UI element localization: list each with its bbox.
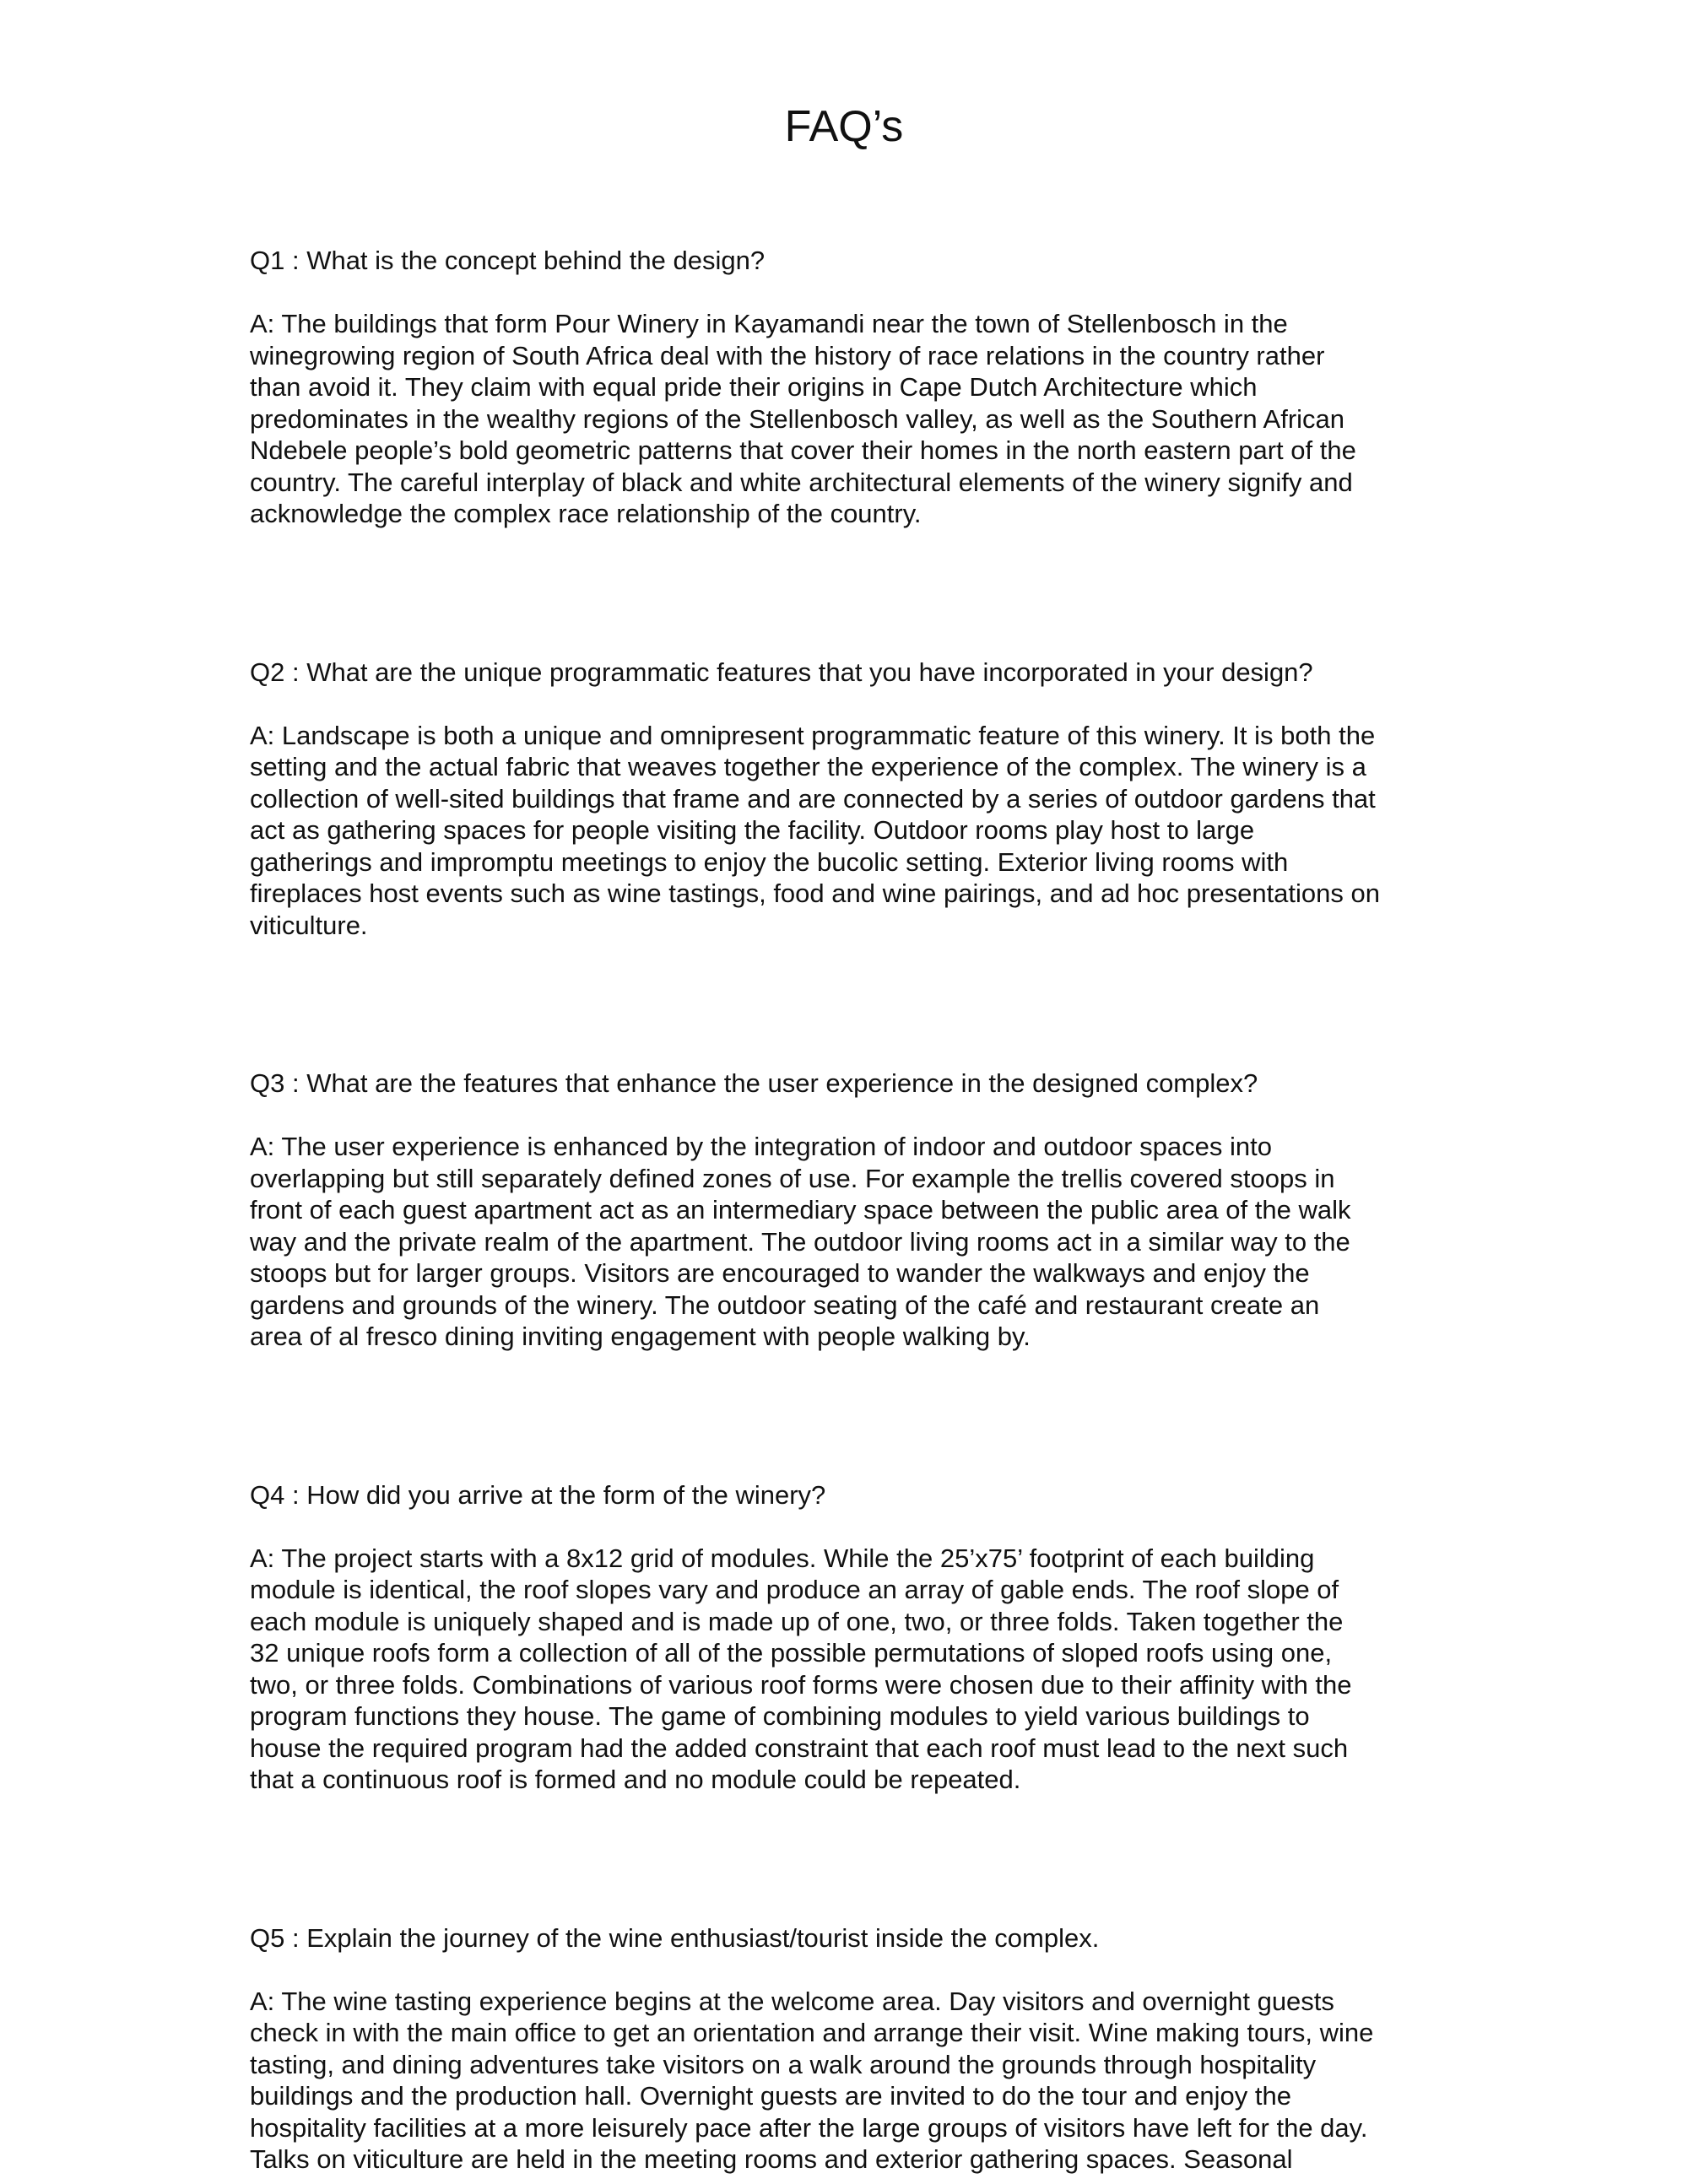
answer-line: country. The careful interplay of black and white architectural elements of the winery signify and xyxy=(250,467,1353,497)
faq-question-5: Q5 : Explain the journey of the wine enthusiast/tourist inside the complex. xyxy=(250,1922,1100,1953)
answer-line: overlapping but still separately defined zones of use. For example the trellis covered stoops in xyxy=(250,1163,1335,1193)
section-spacer xyxy=(250,530,1465,657)
answer-line: A: The user experience is enhanced by the integration of indoor and outdoor spaces into xyxy=(250,1132,1272,1161)
faq-item-2 xyxy=(250,657,1465,942)
answer-line: viticulture. xyxy=(250,910,368,940)
answer-line: winegrowing region of South Africa deal with the history of race relations in the country rather xyxy=(250,340,1325,370)
answer-line: hospitality facilities at a more leisurely pace after the large groups of visitors have left for the day. xyxy=(250,2112,1368,2143)
answer-line: front of each guest apartment act as an intermediary space between the public area of the walk xyxy=(250,1195,1351,1224)
section-spacer xyxy=(250,1796,1465,1922)
answer-line: tasting, and dining adventures take visitors on a walk around the grounds through hospitality xyxy=(250,2049,1317,2079)
answer-line: A: The wine tasting experience begins at the welcome area. Day visitors and overnight guests xyxy=(250,1986,1334,2016)
answer-line: buildings and the production hall. Overnight guests are invited to do the tour and enjoy the xyxy=(250,2081,1291,2111)
answer-line: A: The buildings that form Pour Winery in Kayamandi near the town of Stellenbosch in the xyxy=(250,309,1288,338)
section-spacer xyxy=(250,941,1465,1068)
answer-line: way and the private realm of the apartment. The outdoor living rooms act in a similar way to the xyxy=(250,1226,1350,1257)
answer-line: each module is uniquely shaped and is made up of one, two, or three folds. Taken together the xyxy=(250,1606,1344,1636)
faq-answer-2 xyxy=(250,720,1465,942)
faq-question-4: Q4 : How did you arrive at the form of the winery? xyxy=(250,1479,826,1510)
answer-line: program functions they house. The game of combining modules to yield various buildings to xyxy=(250,1701,1310,1731)
answer-line: than avoid it. They claim with equal pride their origins in Cape Dutch Architecture which xyxy=(250,372,1258,402)
answer-line: two, or three folds. Combinations of various roof forms were chosen due to their affinity with the xyxy=(250,1669,1352,1700)
faq-item-1 xyxy=(250,245,1465,530)
faq-question-2: Q2 : What are the unique programmatic features that you have incorporated in your design? xyxy=(250,657,1313,687)
answer-line: collection of well-sited buildings that frame and are connected by a series of outdoor gardens that xyxy=(250,783,1376,814)
faq-item-3 xyxy=(250,1068,1465,1353)
faq-answer-1 xyxy=(250,308,1465,530)
answer-line: gardens and grounds of the winery. The outdoor seating of the café and restaurant create an xyxy=(250,1289,1320,1320)
answer-line: house the required program had the added constraint that each roof must lead to the next such xyxy=(250,1733,1349,1763)
answer-line: A: Landscape is both a unique and omnipresent programmatic feature of this winery. It is both the xyxy=(250,720,1376,750)
answer-line: acknowledge the complex race relationship of the country. xyxy=(250,499,922,528)
page-title: FAQ’s xyxy=(784,102,904,151)
answer-line: that a continuous roof is formed and no module could be repeated. xyxy=(250,1765,1021,1794)
answer-line: check in with the main office to get an orientation and arrange their visit. Wine making tours, wine xyxy=(250,2018,1374,2047)
section-spacer xyxy=(250,1353,1465,1479)
faq-list xyxy=(250,245,1465,2176)
answer-line: stoops but for larger groups. Visitors are encouraged to wander the walkways and enjoy the xyxy=(250,1258,1310,1288)
faq-answer-3 xyxy=(250,1131,1465,1353)
answer-line: Ndebele people’s bold geometric patterns that cover their homes in the north eastern part of the xyxy=(250,435,1356,465)
faq-question-3: Q3 : What are the features that enhance the user experience in the designed complex? xyxy=(250,1068,1258,1098)
faq-answer-4 xyxy=(250,1543,1465,1796)
faq-item-4 xyxy=(250,1479,1465,1796)
faq-item-5 xyxy=(250,1922,1465,2176)
answer-line: module is identical, the roof slopes vary and produce an array of gable ends. The roof slope of xyxy=(250,1575,1339,1604)
answer-line: fireplaces host events such as wine tastings, food and wine pairings, and ad hoc presentations on xyxy=(250,878,1380,908)
answer-line: setting and the actual fabric that weaves together the experience of the complex. The winery is a xyxy=(250,752,1366,781)
answer-line: Talks on viticulture are held in the meeting rooms and exterior gathering spaces. Seasonal xyxy=(250,2144,1293,2174)
answer-line: A: The project starts with a 8x12 grid of modules. While the 25’x75’ footprint of each building xyxy=(250,1543,1315,1573)
faq-question-1: Q1 : What is the concept behind the design? xyxy=(250,246,766,275)
answer-line: gatherings and impromptu meetings to enjoy the bucolic setting. Exterior living rooms with xyxy=(250,846,1289,877)
answer-line: area of al fresco dining inviting engagement with people walking by. xyxy=(250,1322,1031,1351)
answer-line: 32 unique roofs form a collection of all of the possible permutations of sloped roofs using one, xyxy=(250,1638,1333,1668)
answer-line: act as gathering spaces for people visiting the facility. Outdoor rooms play host to large xyxy=(250,815,1255,845)
faq-answer-5 xyxy=(250,1986,1465,2176)
answer-line: predominates in the wealthy regions of the Stellenbosch valley, as well as the Southern African xyxy=(250,403,1345,434)
